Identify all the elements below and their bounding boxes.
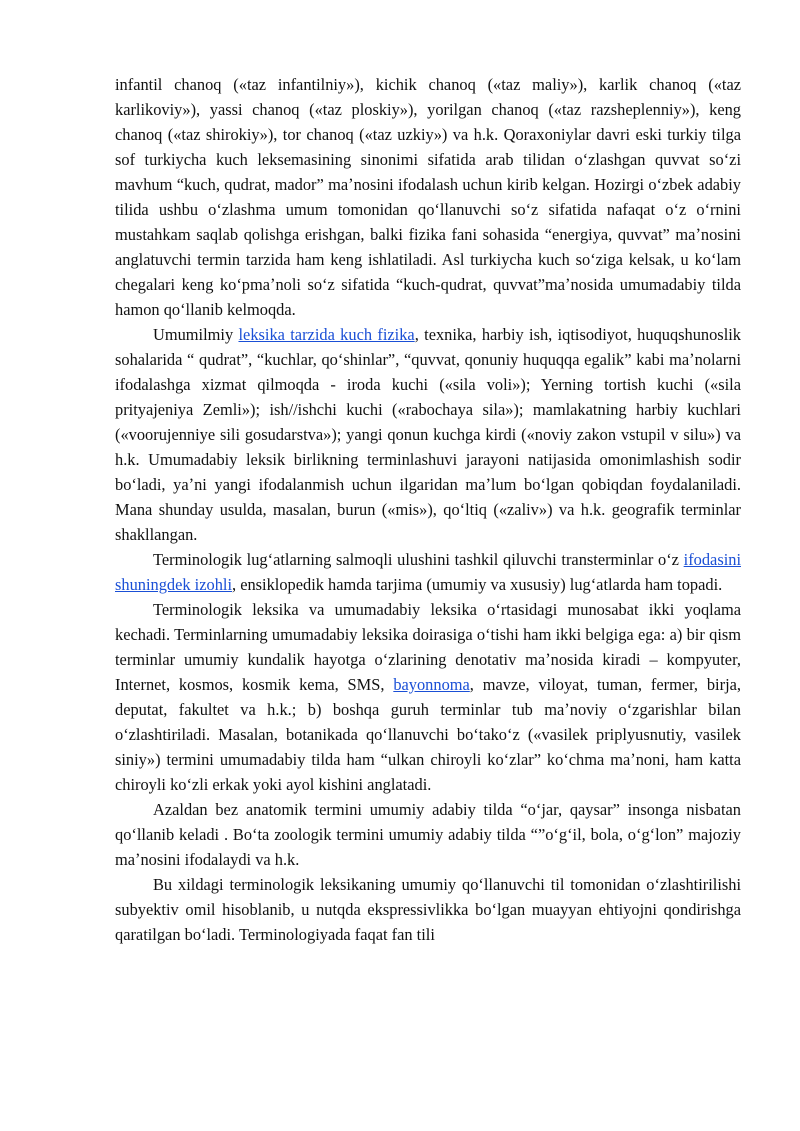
paragraph-text: Azaldan bez anatomik termini umumiy adabiy tilda “oʻjar, qaysar” insonga nisbatan qoʻllanib keladi . Boʻta zoologik termini umumiy adabiy tilda “”oʻgʻil, bola, oʻgʻlon” majoziy maʼnosini ifodalaydi va h.k. <box>115 800 741 869</box>
body-paragraph <box>115 72 741 322</box>
body-paragraph <box>115 597 741 797</box>
hyperlink[interactable]: bayonnoma <box>393 675 470 694</box>
body-paragraph <box>115 547 741 597</box>
paragraph-text: , ensiklopedik hamda tarjima (umumiy va xususiy) lugʻatlarda ham topadi. <box>232 575 723 594</box>
body-paragraph <box>115 797 741 872</box>
body-paragraph <box>115 322 741 547</box>
paragraph-text: , texnika, harbiy ish, iqtisodiyot, huquqshunoslik sohalarida “ qudrat”, “kuchlar, qoʻshinlar”, “quvvat, qonuniy huquqqa egalik” kabi maʼnolarni ifodalashga xizmat qilmoqda - iroda kuchi («sila voli»); Yerning tortish kuchi («sila prityajeniya Zemli»); ish//ishchi kuchi («rabochaya sila»); mamlakatning harbiy kuchlari («voorujenniye sili gosudarstva»); yangi qonun kuchga kirdi («noviy zakon vstupil v silu») va h.k. Umumadabiy leksik birlikning terminlashuvi jarayoni natijasida omonimlashish sodir boʻladi, yaʼni yangi ifodalanmish uchun ilgaridan maʼlum boʻlgan qobiqdan foydalaniladi. Mana shunday usulda, masalan, burun («mis»), qoʻltiq («zaliv») va h.k. geografik terminlar shakllangan. <box>115 325 741 544</box>
paragraph-text: Terminologik leksika va umumadabiy leksika oʻrtasidagi munosabat ikki yoqlama kechadi. Terminlarning umumadabiy leksika doirasiga oʻtishi ham ikki belgiga ega: a) bir qism terminlar umumiy kundalik hayotga oʻzlarining denotativ maʼnosida kiradi – kompyuter, Internet, kosmos, kosmik kema, SMS, <box>115 600 741 694</box>
hyperlink[interactable]: ifodasini shuningdek izohli <box>115 550 741 594</box>
document-page <box>115 72 741 947</box>
paragraph-text: Umumilmiy <box>153 325 239 344</box>
paragraph-text: , mavze, viloyat, tuman, fermer, birja, deputat, fakultet va h.k.; b) boshqa guruh terminlar tub maʼnoviy oʻzgarishlar bilan oʻzlashtiriladi. Masalan, botanikada qoʻllanuvchi boʻtakoʻz («vasilek priplyusnutiy, vasilek siniy») termini umumadabiy tilda ham “ulkan chiroyli koʻzlar” koʻchma maʼnoni, ham katta chiroyli koʻzli erkak yoki ayol kishini anglatadi. <box>115 675 741 794</box>
hyperlink[interactable]: leksika tarzida kuch fizika <box>238 325 415 344</box>
paragraph-text: Terminologik lugʻatlarning salmoqli ulushini tashkil qiluvchi transterminlar oʻz <box>153 550 684 569</box>
paragraph-text: Bu xildagi terminologik leksikaning umumiy qoʻllanuvchi til tomonidan oʻzlashtirilishi subyektiv omil hisoblanib, u nutqda ekspressivlikka boʻlgan muayyan ehtiyojni qondirishga qaratilgan boʻladi. Terminologiyada faqat fan tili <box>115 875 741 944</box>
body-paragraph <box>115 872 741 947</box>
paragraph-text: infantil chanoq («taz infantilniy»), kichik chanoq («taz maliy»), karlik chanoq («taz karlikoviy»), yassi chanoq («taz ploskiy»), yorilgan chanoq («taz razsheplenniy»), keng chanoq («taz shirokiy»), tor chanoq («taz uzkiy») va h.k. Qoraxoniylar davri eski turkiy tilga sof turkiycha kuch leksemasining sinonimi sifatida arab tilidan oʻzlashgan quvvat soʻzi mavhum “kuch, qudrat, mador” maʼnosini ifodalash uchun kirib kelgan. Hozirgi oʻzbek adabiy tilida ushbu oʻzlashma umum tomonidan qoʻllanuvchi soʻz sifatida nafaqat oʻz oʻrnini mustahkam saqlab qolishga erishgan, balki fizika fani sohasida “energiya, quvvat” maʼnosini anglatuvchi termin tarzida ham keng ishlatiladi. Asl turkiycha kuch soʻziga kelsak, u koʻlam chegalari keng koʻpmaʼnoli soʻz sifatida “kuch-qudrat, quvvat”maʼnosida umumadabiy tilda hamon qoʻllanib kelmoqda. <box>115 75 741 319</box>
